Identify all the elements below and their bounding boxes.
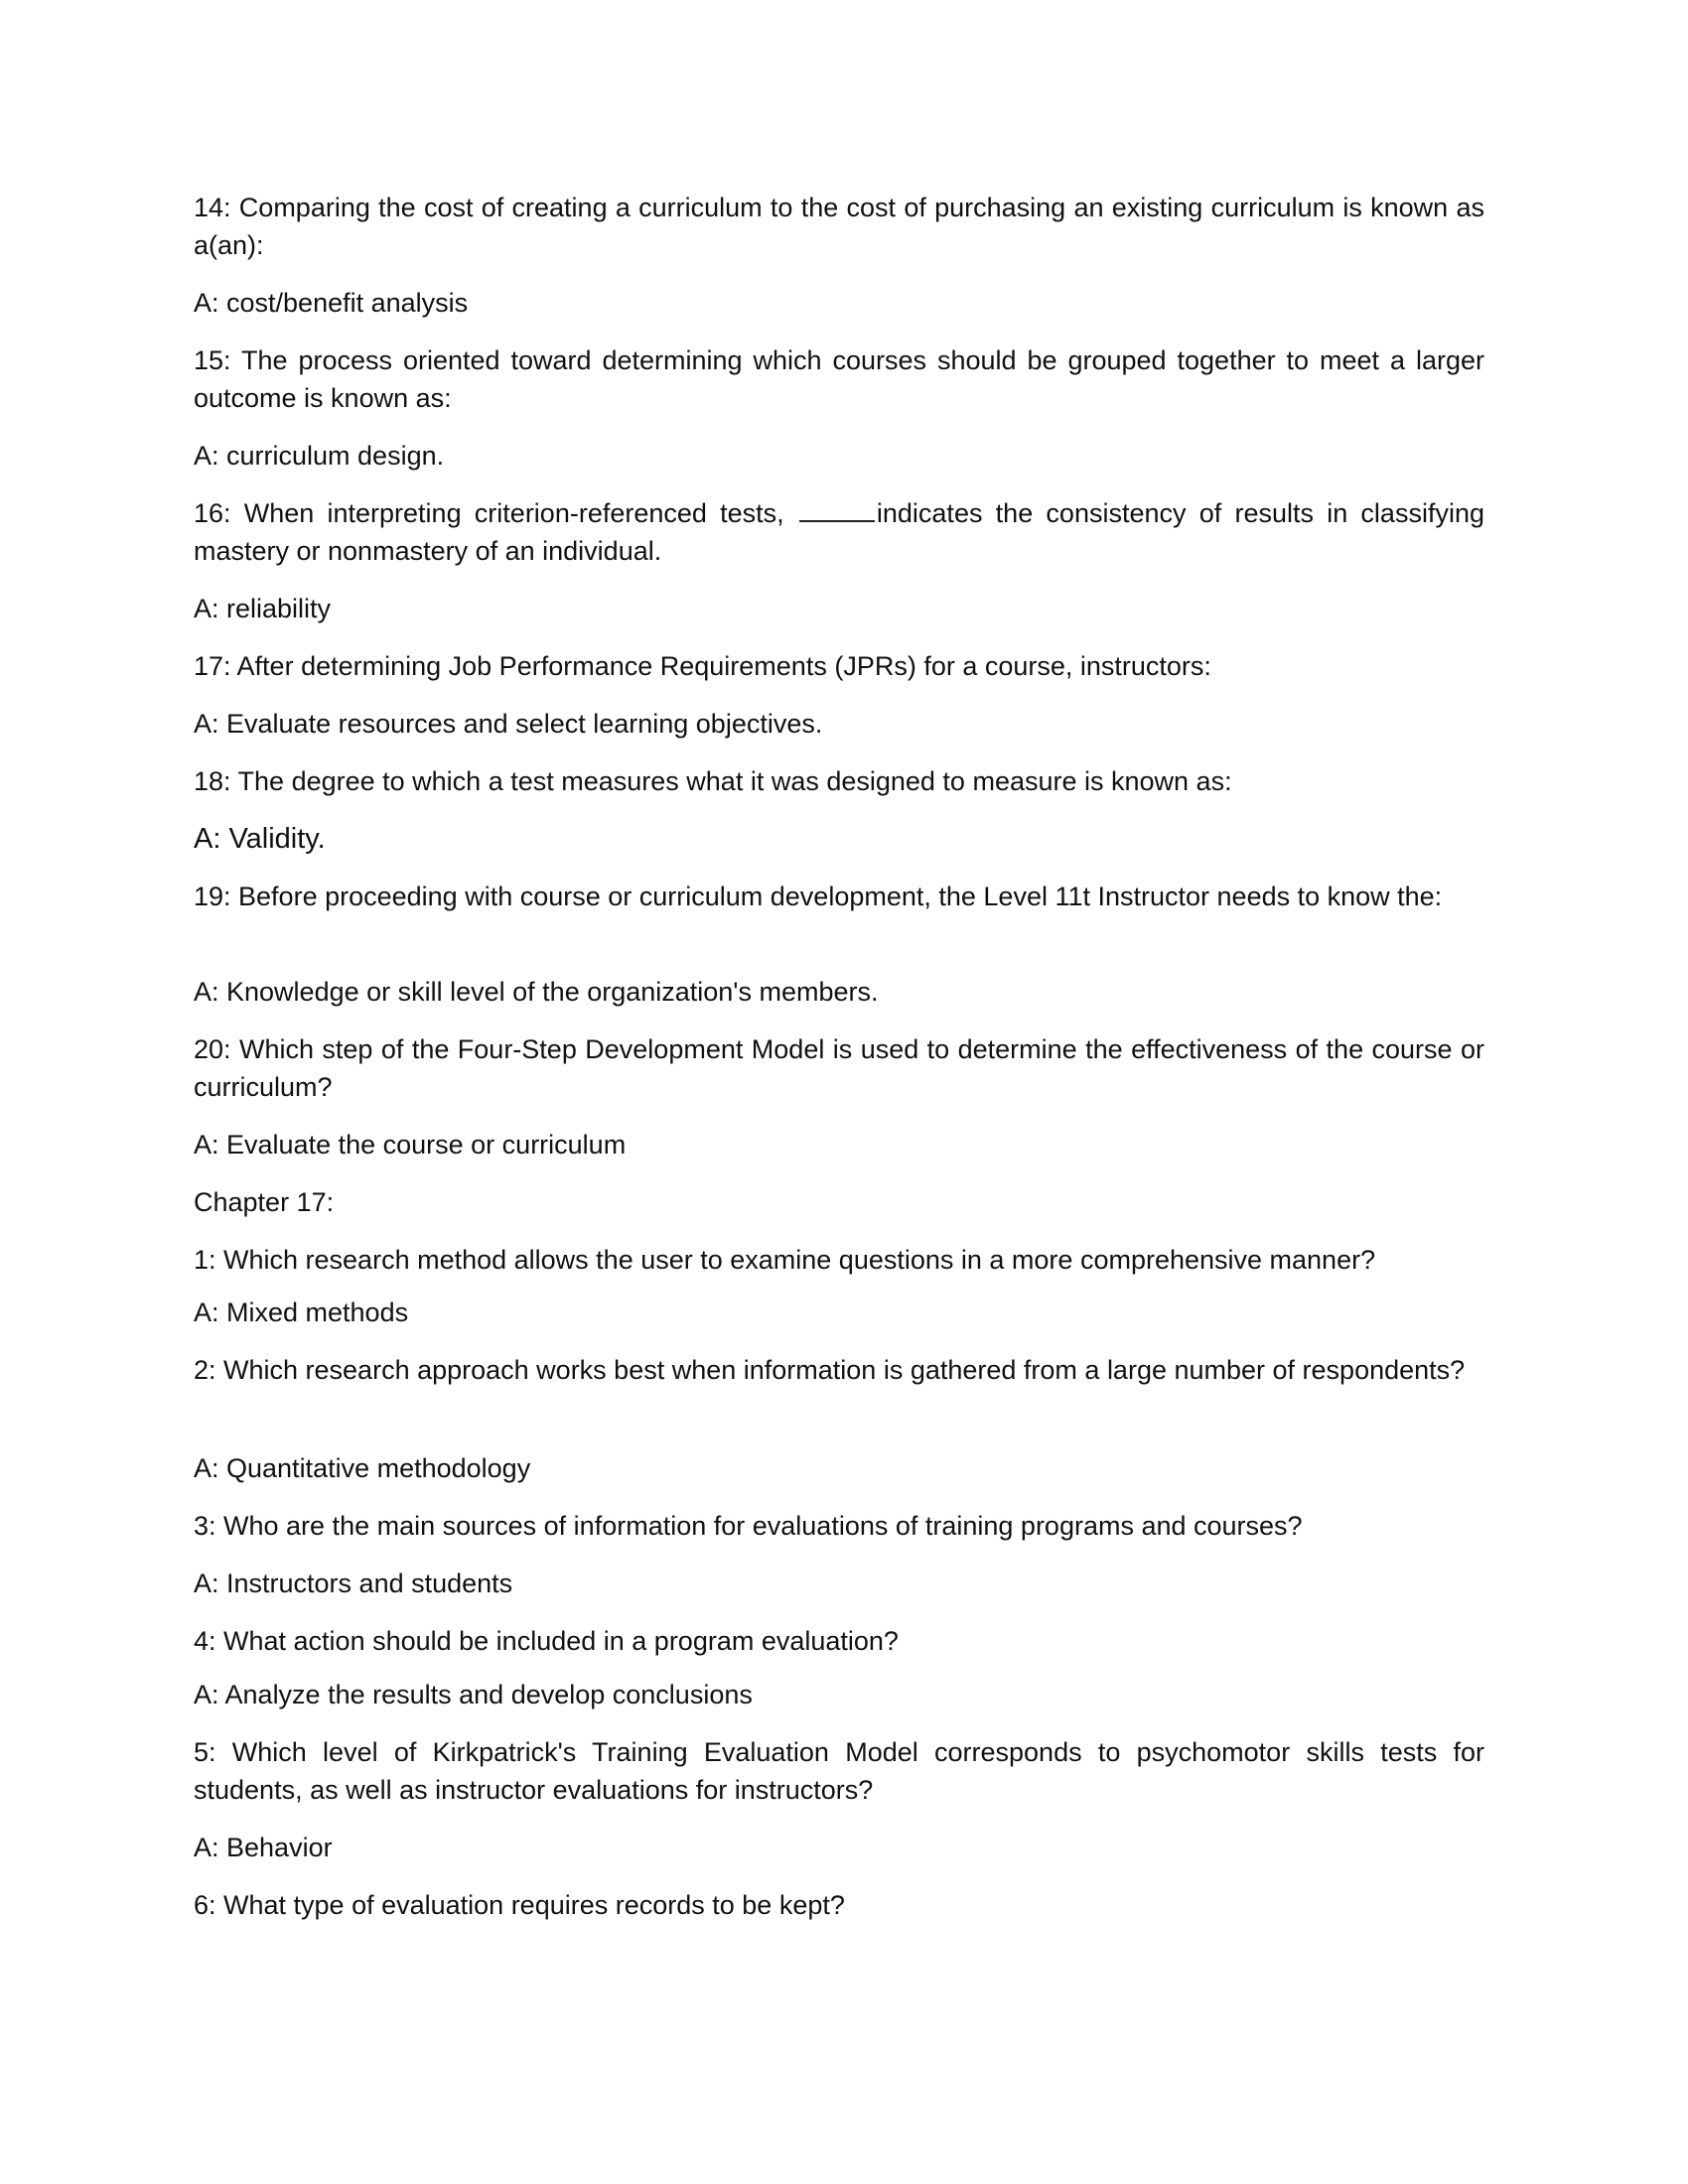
question-20: 20: Which step of the Four-Step Development Model is used to determine the effectiveness of the course or curriculum? bbox=[194, 1034, 1484, 1102]
chapter-heading: Chapter 17: bbox=[194, 1187, 335, 1217]
answer-19: A: Knowledge or skill level of the organization's members. bbox=[194, 977, 879, 1007]
answer-16: A: reliability bbox=[194, 594, 332, 623]
question-19: 19: Before proceeding with course or curriculum development, the Level 11t Instructor needs to know the: bbox=[194, 882, 1443, 911]
ch17-question-2: 2: Which research approach works best when information is gathered from a large number of respondents? bbox=[194, 1355, 1466, 1385]
answer-14: A: cost/benefit analysis bbox=[194, 288, 469, 318]
answer-20: A: Evaluate the course or curriculum bbox=[194, 1130, 627, 1160]
question-16-start: 16: When interpreting criterion-referenced tests, bbox=[194, 498, 784, 528]
ch17-question-6: 6: What type of evaluation requires records to be kept? bbox=[194, 1890, 845, 1920]
question-18: 18: The degree to which a test measures what it was designed to measure is known as: bbox=[194, 766, 1232, 796]
ch17-question-5: 5: Which level of Kirkpatrick's Training Evaluation Model corresponds to psychomotor skills tests for students, as well as instructor evaluations for instructors? bbox=[194, 1737, 1484, 1805]
ch17-question-3: 3: Who are the main sources of information for evaluations of training programs and courses? bbox=[194, 1511, 1303, 1541]
question-16 bbox=[194, 494, 1484, 570]
question-14: 14: Comparing the cost of creating a curriculum to the cost of purchasing an existing curriculum is known as a(an): bbox=[194, 193, 1484, 260]
answer-17: A: Evaluate resources and select learning objectives. bbox=[194, 709, 823, 739]
ch17-question-1: 1: Which research method allows the user to examine questions in a more comprehensive manner? bbox=[194, 1245, 1376, 1275]
answer-18: A: Validity. bbox=[194, 823, 326, 855]
question-15: 15: The process oriented toward determining which courses should be grouped together to meet a larger outcome is known as: bbox=[194, 345, 1484, 413]
answer-15: A: curriculum design. bbox=[194, 441, 445, 471]
ch17-answer-4: A: Analyze the results and develop conclusions bbox=[194, 1680, 753, 1709]
ch17-answer-1: A: Mixed methods bbox=[194, 1297, 409, 1327]
fill-in-blank bbox=[799, 500, 875, 522]
question-16-end: indicates the consistency of results in classifying mastery or nonmastery of an individual. bbox=[194, 498, 1484, 566]
ch17-answer-3: A: Instructors and students bbox=[194, 1569, 513, 1598]
ch17-answer-2: A: Quantitative methodology bbox=[194, 1453, 531, 1483]
ch17-question-4: 4: What action should be included in a program evaluation? bbox=[194, 1626, 899, 1656]
question-17: 17: After determining Job Performance Requirements (JPRs) for a course, instructors: bbox=[194, 651, 1211, 681]
ch17-answer-5: A: Behavior bbox=[194, 1833, 333, 1862]
